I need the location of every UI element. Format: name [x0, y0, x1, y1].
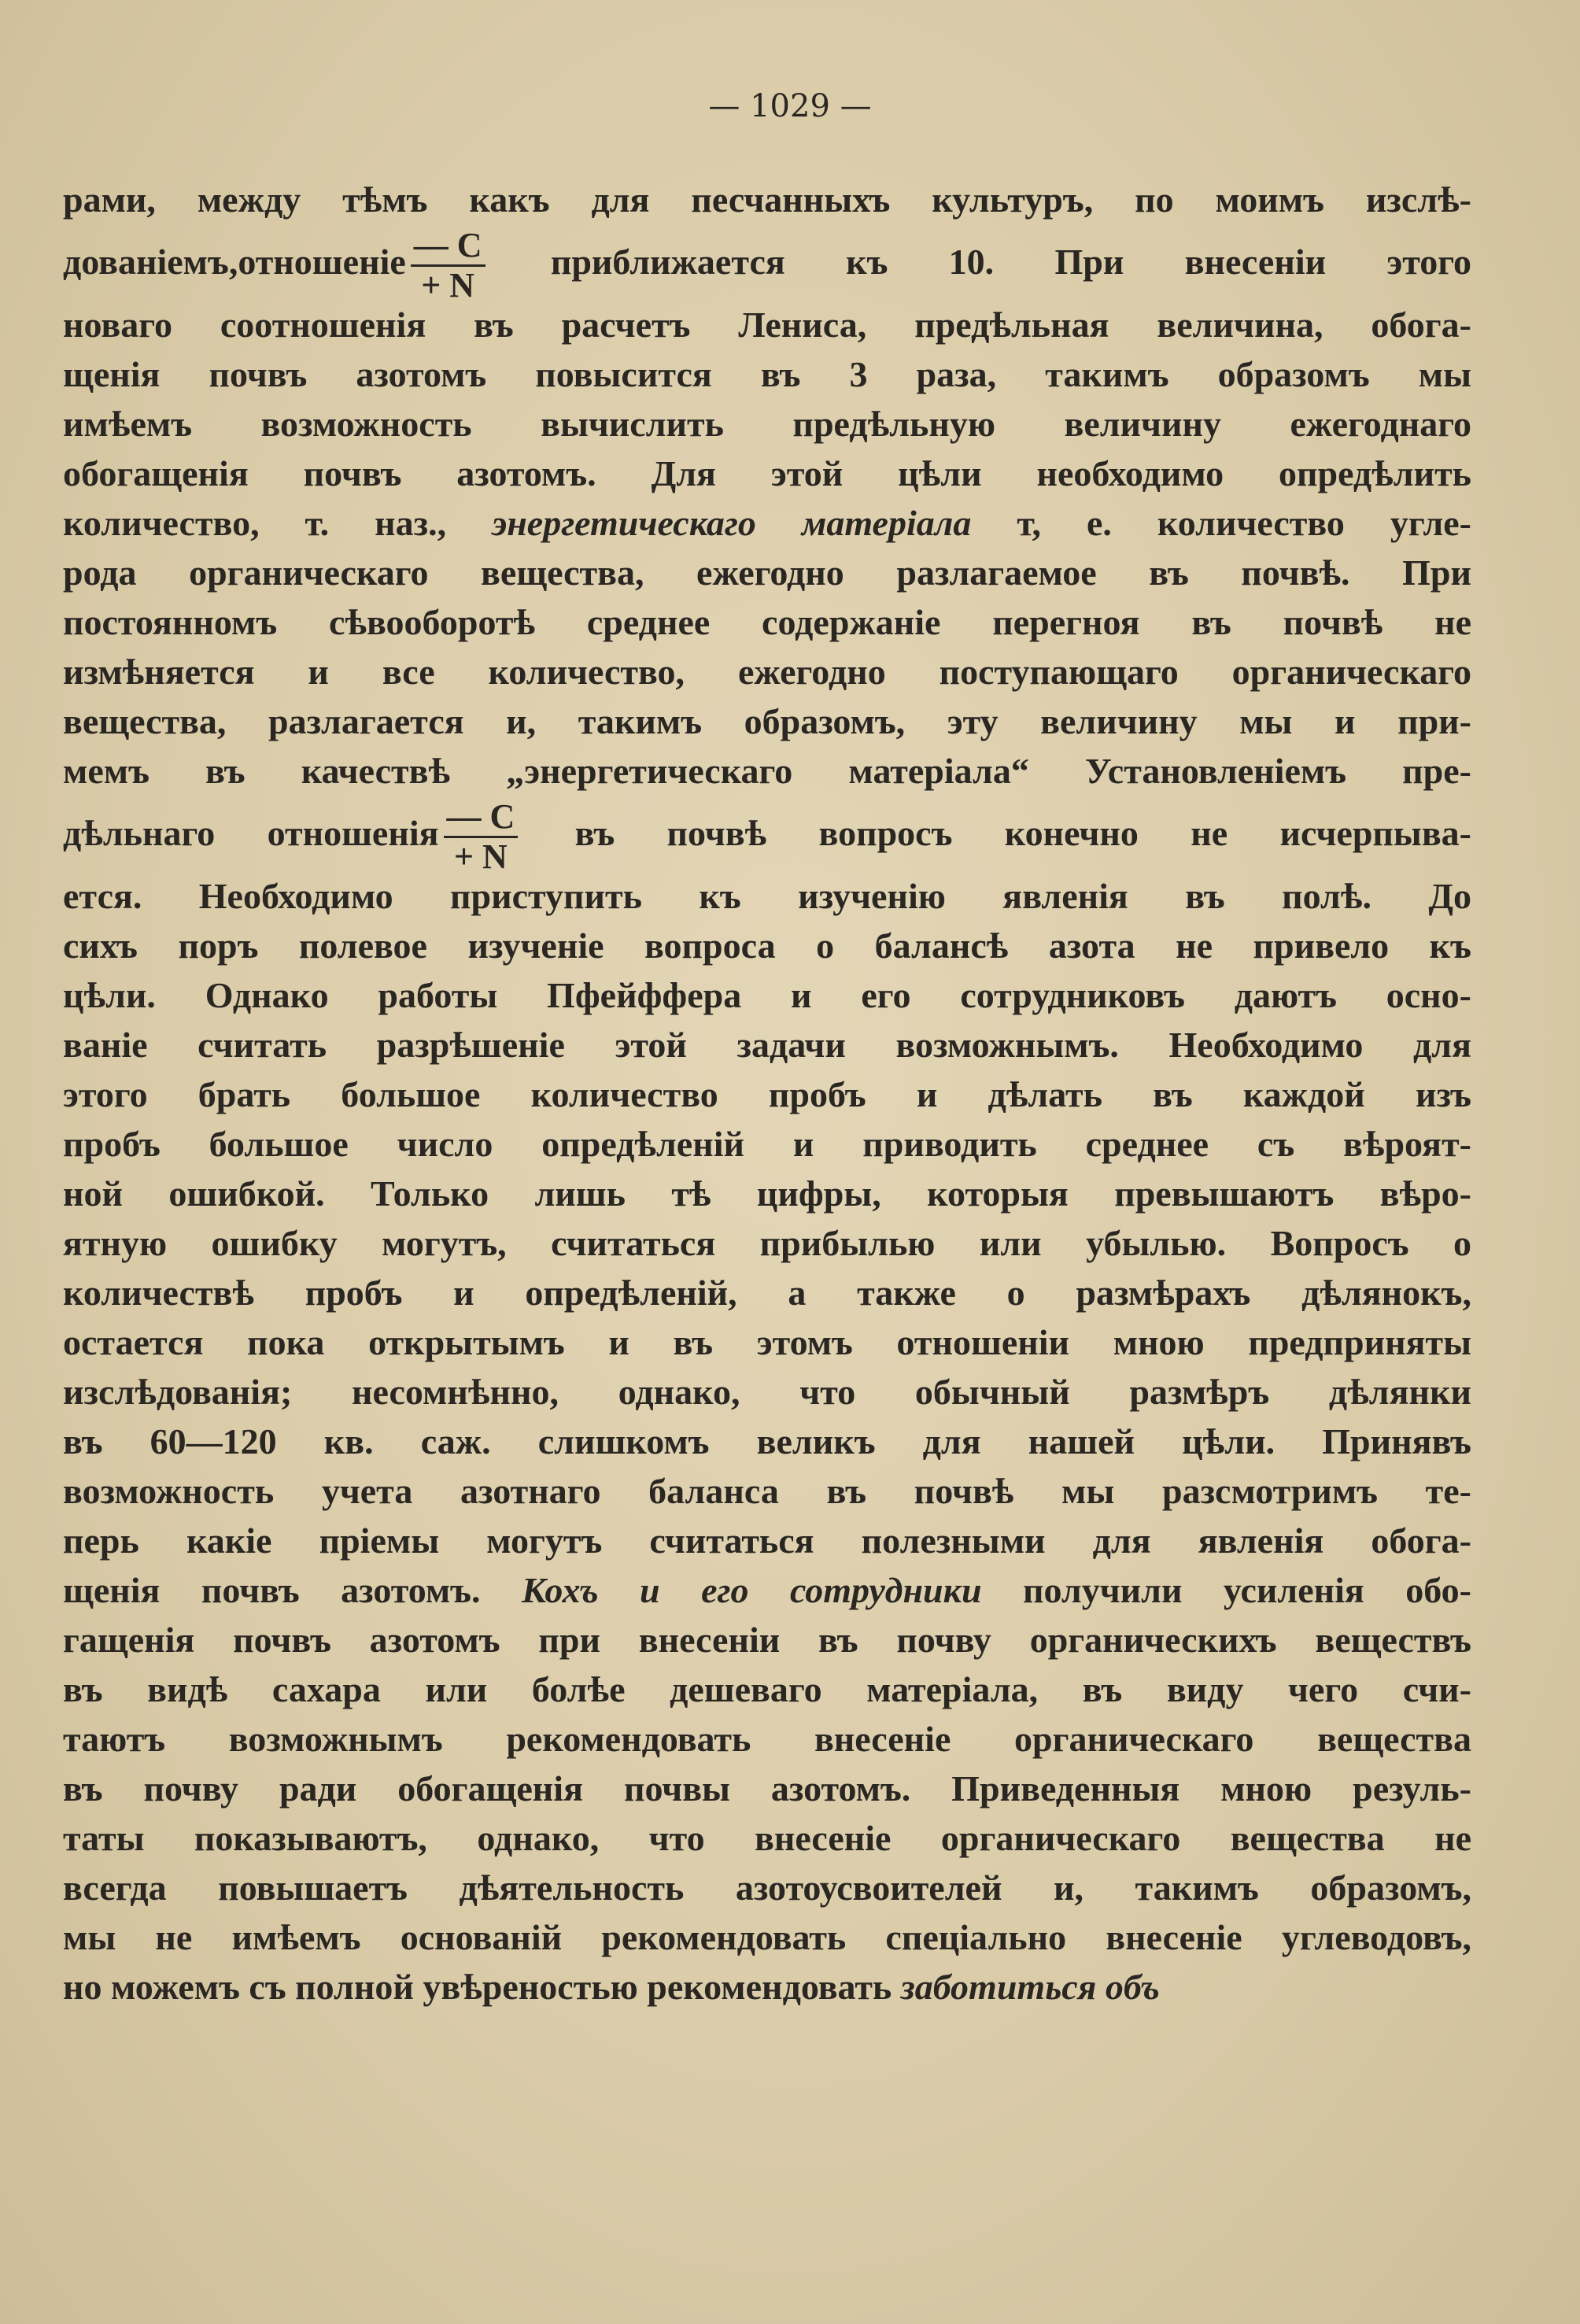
emphasis-term: Кохъ и его сотрудники [521, 1570, 982, 1610]
text-line: обогащенія почвъ азотомъ. Для этой цѣли необходимо опредѣлить [63, 453, 1471, 493]
text-line [63, 1962, 1471, 2012]
text-line: въ видѣ сахара или болѣе дешеваго матеріала, въ виду чего счи- [63, 1669, 1471, 1709]
text-line: возможность учета азотнаго баланса въ почвѣ мы разсмотримъ те- [63, 1471, 1471, 1511]
fraction-denominator: + N [453, 837, 508, 876]
page-number: — 1029 — [708, 88, 872, 124]
line-text: приближается къ 10. При внесеніи этого [489, 242, 1471, 282]
fraction-denominator: + N [421, 265, 475, 305]
text-line: ятную ошибку могутъ, считаться прибылью или убылью. Вопросъ о [63, 1223, 1471, 1263]
line-text: дѣльнаго отношенія [63, 813, 439, 853]
line-text: въ почвѣ вопросъ конечно не исчерпыва- [522, 813, 1471, 853]
line-text: т, е. количество угле- [971, 503, 1471, 543]
text-line: всегда повышаетъ дѣятельность азотоусвоителей и, такимъ образомъ, [63, 1868, 1471, 1908]
text-line: изслѣдованія; несомнѣнно, однако, что обычный размѣръ дѣлянки [63, 1372, 1471, 1412]
text-line-with-fraction [63, 796, 1471, 876]
text-line: перь какіе пріемы могутъ считаться полезными для явленія обога- [63, 1520, 1471, 1561]
line-text: дованіемъ,отношеніе [63, 242, 406, 282]
line-text: количество, т. наз., [63, 503, 493, 543]
line-text: получили усиленія обо- [981, 1570, 1471, 1610]
fraction-numerator: — C [411, 228, 485, 267]
text-line [63, 498, 1471, 548]
emphasis-term: заботиться объ [900, 1967, 1160, 2007]
text-line: ной ошибкой. Только лишь тѣ цифры, которыя превышаютъ вѣро- [63, 1173, 1471, 1214]
body-text [63, 175, 1471, 2012]
emphasis-term: энергетическаго матеріала [492, 503, 972, 543]
text-line: ваніе считать разрѣшеніе этой задачи возможнымъ. Необходимо для [63, 1025, 1471, 1065]
text-line: имѣемъ возможность вычислить предѣльную величину ежегоднаго [63, 404, 1471, 444]
text-line: остается пока открытымъ и въ этомъ отношеніи мною предприняты [63, 1322, 1471, 1362]
text-line: сихъ поръ полевое изученіе вопроса о балансѣ азота не привело къ [63, 926, 1471, 966]
fraction-numerator: — C [444, 800, 519, 838]
text-line: въ 60—120 кв. саж. слишкомъ великъ для нашей цѣли. Принявъ [63, 1421, 1471, 1461]
text-line [63, 1565, 1471, 1615]
text-line: количествѣ пробъ и опредѣленій, а также о размѣрахъ дѣлянокъ, [63, 1273, 1471, 1313]
text-line: вещества, разлагается и, такимъ образомъ, эту величину мы и при- [63, 701, 1471, 741]
text-line: въ почву ради обогащенія почвы азотомъ. Приведенныя мною резуль- [63, 1768, 1471, 1809]
text-line: рода органическаго вещества, ежегодно разлагаемое въ почвѣ. При [63, 552, 1471, 593]
text-line: этого брать большое количество пробъ и дѣлать въ каждой изъ [63, 1074, 1471, 1114]
text-line: мемъ въ качествѣ „энергетическаго матеріала“ Установленіемъ пре- [63, 751, 1471, 791]
text-line: измѣняется и все количество, ежегодно поступающаго органическаго [63, 652, 1471, 692]
text-line: новаго соотношенія въ расчетъ Лениса, предѣльная величина, обога- [63, 305, 1471, 345]
text-line: рами, между тѣмъ какъ для песчанныхъ культуръ, по моимъ изслѣ- [63, 179, 1471, 220]
text-line: постоянномъ сѣвооборотѣ среднее содержаніе перегноя въ почвѣ не [63, 602, 1471, 642]
line-text: но можемъ съ полной увѣреностью рекомендовать [63, 1967, 901, 2007]
text-line-with-fraction [63, 224, 1471, 305]
text-line: гащенія почвъ азотомъ при внесеніи въ почву органическихъ веществъ [63, 1620, 1471, 1660]
text-line: мы не имѣемъ основаній рекомендовать спеціально внесеніе углеводовъ, [63, 1917, 1471, 1957]
text-line: щенія почвъ азотомъ повысится въ 3 раза, такимъ образомъ мы [63, 354, 1471, 394]
text-line: таютъ возможнымъ рекомендовать внесеніе органическаго вещества [63, 1719, 1471, 1759]
text-line: пробъ большое число опредѣленій и приводить среднее съ вѣроят- [63, 1124, 1471, 1164]
fraction-c-over-n [411, 225, 485, 305]
fraction-c-over-n [444, 796, 519, 876]
text-line: цѣли. Однако работы Пфейффера и его сотрудниковъ даютъ осно- [63, 975, 1471, 1015]
text-line: таты показываютъ, однако, что внесеніе органическаго вещества не [63, 1818, 1471, 1858]
line-text: щенія почвъ азотомъ. [63, 1570, 522, 1610]
text-line: ется. Необходимо приступить къ изученію явленія въ полѣ. До [63, 876, 1471, 916]
